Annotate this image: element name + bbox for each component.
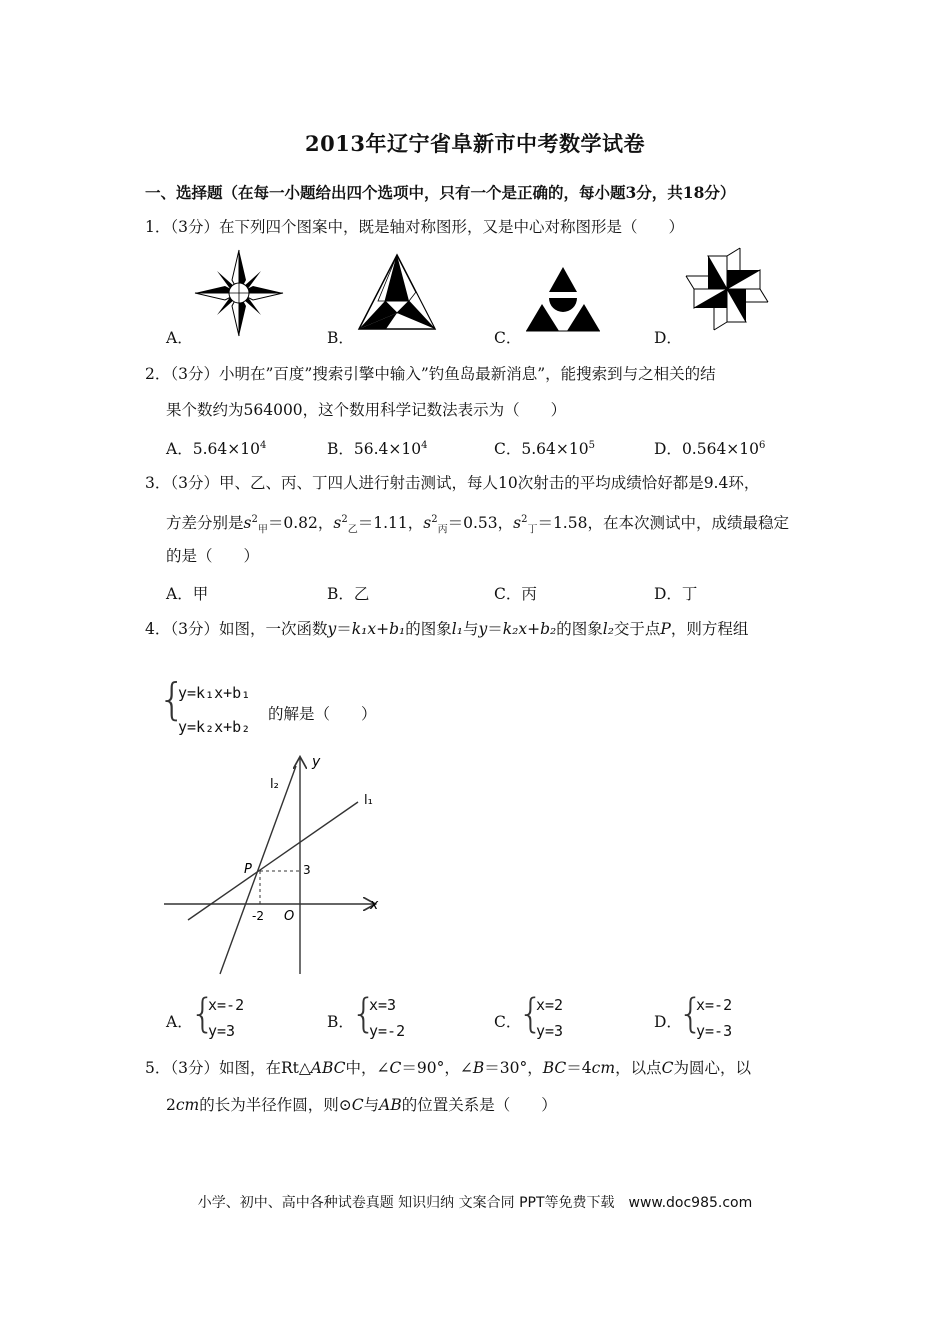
section-heading: 一、选择题（在每一小题给出四个选项中，只有一个是正确的，每小题3分，共18分） — [145, 183, 736, 202]
question-3-option-b[interactable]: B．乙 — [327, 585, 370, 603]
question-3-line-1: 3．（3分）甲、乙、丙、丁四人进行射击测试，每人10次射击的平均成绩恰好都是9.4环， — [145, 474, 760, 492]
question-2-option-b[interactable]: B．$56.4\times 10^4$ — [327, 439, 428, 458]
question-2-option-a[interactable]: A．$5.64\times 10^4$ — [166, 439, 267, 458]
pattern-b-icon — [356, 252, 438, 332]
question-5-line-2: 2cm的长为半径作圆，则⊙C与AB的位置关系是（ ） — [166, 1096, 557, 1114]
brace-icon: { — [158, 674, 186, 725]
question-1-option-d[interactable]: D． — [654, 329, 682, 347]
question-1-option-c[interactable]: C． — [494, 329, 522, 347]
question-2-option-c[interactable]: C．$5.64\times 10^5$ — [494, 439, 595, 458]
question-2-line-2: 果个数约为564000，这个数用科学记数法表示为（ ） — [166, 401, 567, 419]
brace-icon: { — [678, 991, 704, 1037]
pattern-c-icon — [523, 265, 603, 335]
question-5-line-1: 5．（3分）如图，在Rt△ABC中，∠C＝90°，∠B＝30°，BC＝4cm，以点C为圆心，以 — [145, 1059, 751, 1077]
brace-icon: { — [351, 991, 377, 1037]
y-axis-label: y — [312, 754, 321, 770]
pattern-d-icon — [684, 246, 770, 332]
tick-y-label: 3 — [303, 863, 311, 877]
point-p-label: P — [244, 862, 252, 877]
question-3-line-3: 的是（ ） — [166, 547, 260, 565]
question-1-option-b[interactable]: B． — [327, 329, 354, 347]
page-footer: 小学、初中、高中各种试卷真题 知识归纳 文案合同 PPT等免费下载 www.doc985.com — [197, 1195, 753, 1211]
line-l2 — [220, 766, 296, 974]
question-3-option-c[interactable]: C．丙 — [494, 585, 537, 603]
question-1-text: 1．（3分）在下列四个图案中，既是轴对称图形，又是中心对称图形是（ ） — [145, 218, 684, 236]
question-4-option-b[interactable]: B． { x=3 y=-2 — [327, 991, 406, 1040]
question-2-line-1: 2．（3分）小明在”百度”搜索引擎中输入”钓鱼岛最新消息”，能搜索到与之相关的结 — [145, 365, 716, 383]
brace-icon: { — [190, 991, 216, 1037]
line-l1 — [188, 802, 358, 920]
l2-label: l₂ — [270, 777, 279, 792]
tick-x-label: -2 — [252, 909, 264, 923]
question-3-option-d[interactable]: D．丁 — [654, 585, 698, 603]
pattern-a-icon — [193, 248, 285, 338]
question-4-option-a[interactable]: A． { x=-2 y=3 — [166, 991, 245, 1040]
l1-label: l₁ — [364, 793, 373, 808]
function-graph — [158, 752, 390, 980]
x-axis-label: x — [370, 897, 379, 913]
question-1-option-a[interactable]: A． — [166, 329, 193, 347]
question-2-option-d[interactable]: D．$0.564\times 10^6$ — [654, 439, 766, 458]
question-4-line-1: 4．（3分）如图，一次函数y＝k₁x+b₁的图象l₁与y＝k₂x+b₂的图象l₂交于点P，则方程组 — [145, 620, 749, 638]
question-4-option-d[interactable]: D． { x=-2 y=-3 — [654, 991, 733, 1040]
question-4-option-c[interactable]: C． { x=2 y=3 — [494, 991, 564, 1040]
origin-label: O — [284, 909, 295, 924]
question-3-option-a[interactable]: A．甲 — [166, 585, 209, 603]
page-title: 2013年辽宁省阜新市中考数学试卷 — [305, 131, 645, 156]
question-3-line-2: 方差分别是$s^2_甲=0.82$，$s^2_乙=1.11$，$s^2_丙=0.53$，$s^2_丁=1.58$，在本次测试中，成绩最稳定 — [166, 514, 789, 536]
brace-icon: { — [518, 991, 544, 1037]
